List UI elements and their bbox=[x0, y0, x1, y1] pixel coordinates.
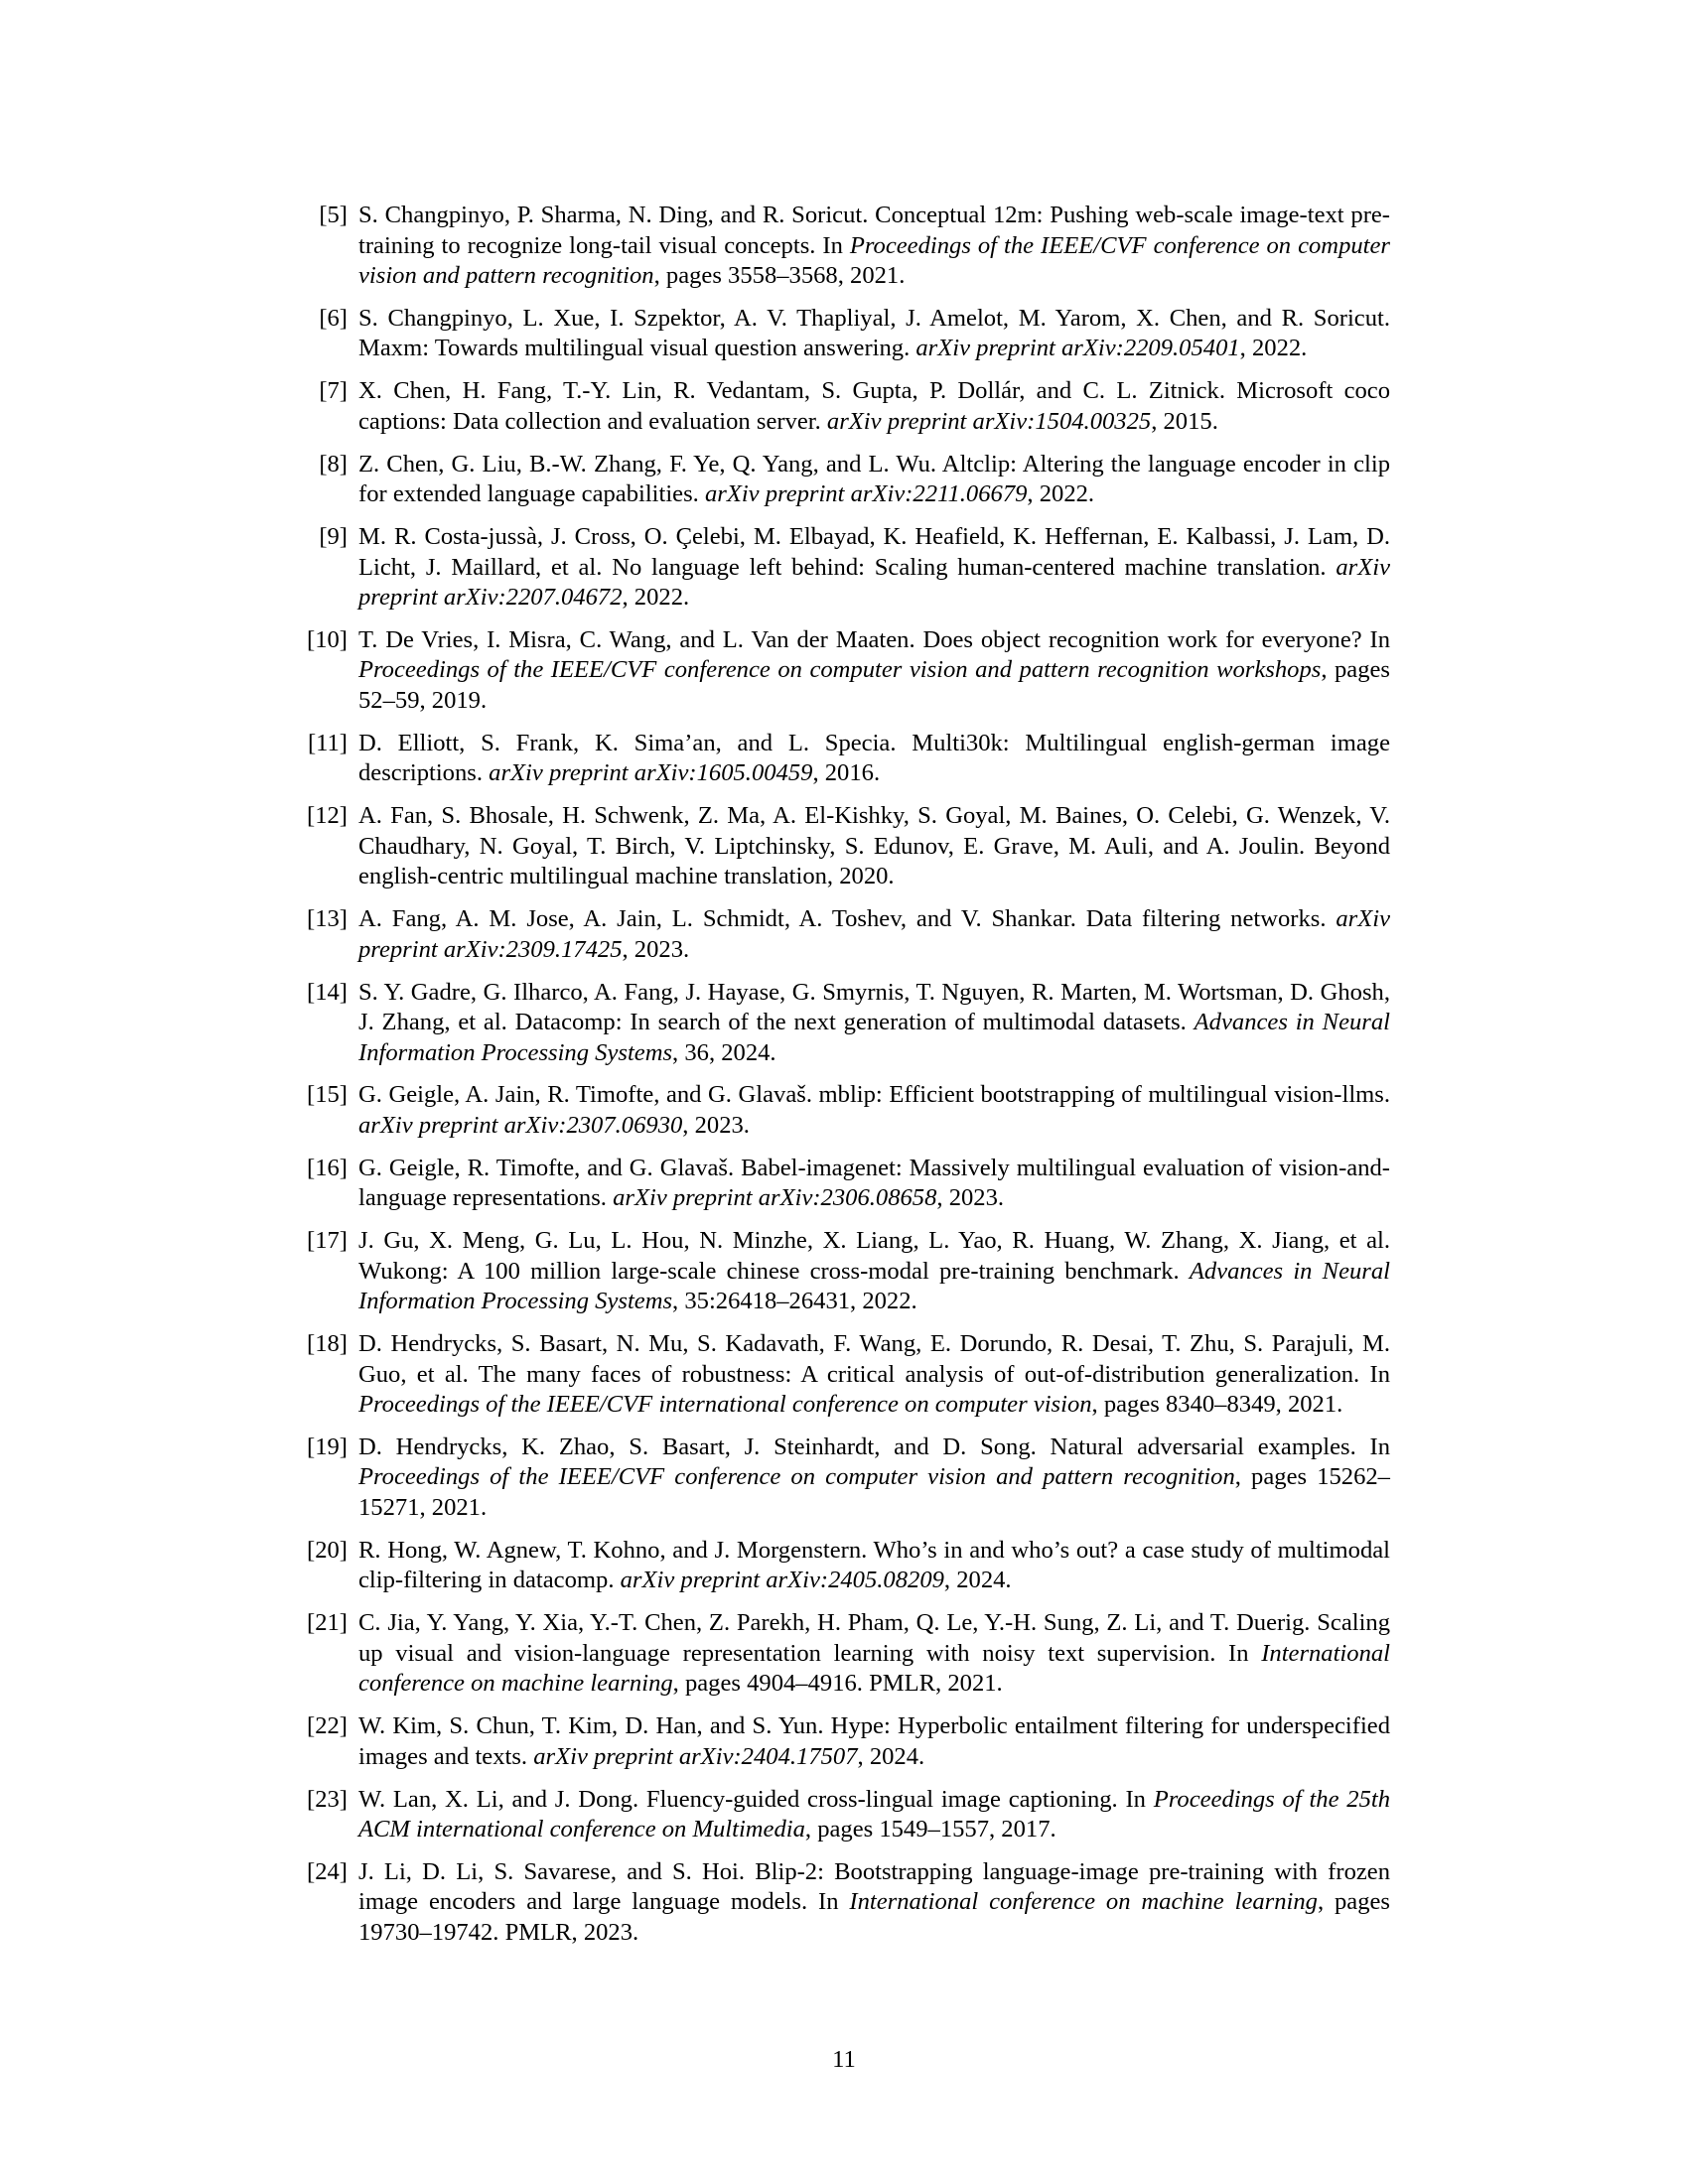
reference-entry bbox=[298, 304, 1390, 364]
reference-number: [12] bbox=[307, 802, 348, 830]
reference-text bbox=[358, 1609, 1390, 1697]
reference-segment: , pages 8340–8349, 2021. bbox=[1091, 1391, 1343, 1419]
reference-segment: , pages 19730–19742. PMLR, 2023. bbox=[358, 1888, 1390, 1946]
reference-number: [11] bbox=[307, 729, 348, 756]
reference-entry bbox=[298, 1226, 1390, 1317]
reference-text bbox=[358, 1155, 1390, 1212]
reference-segment: , 2016. bbox=[812, 759, 881, 787]
reference-venue: International conference on machine learning bbox=[358, 1639, 1390, 1698]
reference-number: [18] bbox=[307, 1330, 348, 1358]
reference-entry bbox=[298, 1711, 1390, 1772]
reference-venue: arXiv preprint arXiv:2207.04672 bbox=[358, 553, 1390, 612]
reference-number: [23] bbox=[307, 1785, 348, 1813]
reference-text bbox=[358, 202, 1390, 289]
reference-number: [20] bbox=[307, 1536, 348, 1564]
reference-venue: arXiv preprint arXiv:2405.08209 bbox=[620, 1567, 944, 1594]
reference-text bbox=[358, 451, 1390, 508]
reference-number: [15] bbox=[307, 1081, 348, 1109]
reference-segment: , pages 15262–15271, 2021. bbox=[358, 1463, 1390, 1521]
reference-segment: R. Hong, W. Agnew, T. Kohno, and J. Morgenstern. Who’s in and who’s out? a case study of multimodal clip-filtering in datacomp. bbox=[358, 1536, 1390, 1594]
reference-venue: Proceedings of the IEEE/CVF international conference on computer vision bbox=[358, 1391, 1092, 1419]
reference-number: [19] bbox=[307, 1433, 348, 1460]
reference-segment: , 36, 2024. bbox=[672, 1038, 776, 1066]
reference-text bbox=[358, 1537, 1390, 1594]
reference-segment: J. Li, D. Li, S. Savarese, and S. Hoi. Blip-2: Bootstrapping language-image pre-training with frozen image encoders and large language models. In bbox=[358, 1857, 1390, 1916]
reference-venue: Proceedings of the 25th ACM international conference on Multimedia bbox=[358, 1785, 1390, 1843]
reference-entry bbox=[298, 450, 1390, 510]
reference-list bbox=[298, 201, 1390, 1961]
reference-text bbox=[358, 626, 1390, 714]
reference-number: [13] bbox=[307, 905, 348, 933]
reference-segment: Z. Chen, G. Liu, B.-W. Zhang, F. Ye, Q. Yang, and L. Wu. Altclip: Altering the language encoder in clip for extended language capabilities. bbox=[358, 450, 1390, 508]
reference-segment: S. Y. Gadre, G. Ilharco, A. Fang, J. Hayase, G. Smyrnis, T. Nguyen, R. Marten, M. Wortsman, D. Ghosh, J. Zhang, et al. Datacomp: In search of the next generation of multimodal datasets. bbox=[358, 978, 1390, 1036]
reference-venue: International conference on machine learning bbox=[849, 1888, 1318, 1916]
reference-venue: Proceedings of the IEEE/CVF conference on computer vision and pattern recognition bbox=[358, 231, 1390, 289]
reference-segment: , 2023. bbox=[936, 1184, 1005, 1212]
reference-entry bbox=[298, 904, 1390, 965]
reference-venue: arXiv preprint arXiv:2307.06930 bbox=[358, 1111, 683, 1139]
reference-segment: , 2022. bbox=[1239, 335, 1308, 362]
reference-segment: , 2023. bbox=[682, 1111, 750, 1139]
page-number: 11 bbox=[832, 2046, 856, 2073]
reference-entry bbox=[298, 1329, 1390, 1421]
reference-segment: A. Fan, S. Bhosale, H. Schwenk, Z. Ma, A. El-Kishky, S. Goyal, M. Baines, O. Celebi, G. Wenzek, V. Chaudhary, N. Goyal, T. Birch, V. Liptchinsky, S. Edunov, E. Grave, M. Auli, and A. Joulin. Beyond english-centric multilingual machine translation, 2020. bbox=[358, 802, 1390, 890]
reference-entry bbox=[298, 1536, 1390, 1596]
reference-entry bbox=[298, 376, 1390, 437]
reference-venue: arXiv preprint arXiv:2306.08658 bbox=[613, 1184, 937, 1212]
reference-number: [6] bbox=[319, 304, 348, 332]
reference-number: [17] bbox=[307, 1227, 348, 1255]
reference-entry bbox=[298, 1608, 1390, 1700]
reference-text bbox=[358, 1227, 1390, 1314]
reference-entry bbox=[298, 522, 1390, 614]
reference-segment: D. Hendrycks, K. Zhao, S. Basart, J. Steinhardt, and D. Song. Natural adversarial examples. In bbox=[358, 1433, 1390, 1460]
reference-number: [5] bbox=[319, 202, 348, 228]
reference-venue: arXiv preprint arXiv:2404.17507 bbox=[533, 1742, 858, 1770]
reference-segment: D. Hendrycks, S. Basart, N. Mu, S. Kadavath, F. Wang, E. Dorundo, R. Desai, T. Zhu, S. Parajuli, M. Guo, et al. The many faces of robustness: A critical analysis of out-of-distribution generalization. In bbox=[358, 1330, 1390, 1388]
reference-segment: G. Geigle, A. Jain, R. Timofte, and G. Glavaš. mblip: Efficient bootstrapping of multilingual vision-llms. bbox=[358, 1081, 1390, 1109]
reference-venue: Advances in Neural Information Processing Systems bbox=[358, 1257, 1390, 1315]
reference-segment: , pages 4904–4916. PMLR, 2021. bbox=[672, 1670, 1003, 1698]
reference-number: [7] bbox=[319, 377, 348, 405]
reference-segment: W. Lan, X. Li, and J. Dong. Fluency-guided cross-lingual image captioning. In bbox=[358, 1785, 1154, 1813]
reference-segment: , 2022. bbox=[622, 584, 690, 612]
reference-number: [8] bbox=[319, 450, 348, 478]
reference-segment: W. Kim, S. Chun, T. Kim, D. Han, and S. Yun. Hype: Hyperbolic entailment filtering for underspecified images and texts. bbox=[358, 1712, 1390, 1770]
reference-segment: , pages 3558–3568, 2021. bbox=[653, 262, 906, 289]
reference-segment: C. Jia, Y. Yang, Y. Xia, Y.-T. Chen, Z. Parekh, H. Pham, Q. Le, Y.-H. Sung, Z. Li, and T. Duerig. Scaling up visual and vision-language representation learning with noisy text supervision. In bbox=[358, 1609, 1390, 1667]
reference-entry bbox=[298, 625, 1390, 717]
reference-segment: S. Changpinyo, L. Xue, I. Szpektor, A. V. Thapliyal, J. Amelot, M. Yarom, X. Chen, and R. Soricut. Maxm: Towards multilingual visual question answering. bbox=[358, 304, 1390, 362]
reference-number: [24] bbox=[307, 1857, 348, 1885]
reference-segment: , 2015. bbox=[1151, 407, 1218, 435]
reference-text bbox=[358, 1081, 1390, 1139]
reference-text bbox=[358, 1433, 1390, 1521]
reference-text bbox=[358, 1712, 1390, 1770]
reference-venue: arXiv preprint arXiv:1605.00459 bbox=[489, 759, 813, 787]
reference-number: [9] bbox=[319, 523, 348, 551]
reference-text bbox=[358, 730, 1390, 787]
reference-text bbox=[358, 979, 1390, 1066]
reference-segment: M. R. Costa-jussà, J. Cross, O. Çelebi, M. Elbayad, K. Heafield, K. Heffernan, E. Kalbassi, J. Lam, D. Licht, J. Maillard, et al. No language left behind: Scaling human-centered machine translation. bbox=[358, 523, 1390, 581]
reference-segment: D. Elliott, S. Frank, K. Sima’an, and L. Specia. Multi30k: Multilingual english-german image descriptions. bbox=[358, 729, 1390, 787]
reference-venue: Proceedings of the IEEE/CVF conference on computer vision and pattern recognition bbox=[358, 1463, 1235, 1491]
reference-segment: , 2022. bbox=[1027, 480, 1095, 508]
reference-segment: X. Chen, H. Fang, T.-Y. Lin, R. Vedantam, S. Gupta, P. Dollár, and C. L. Zitnick. Microsoft coco captions: Data collection and evaluation server. bbox=[358, 377, 1390, 435]
reference-text bbox=[358, 523, 1390, 611]
reference-venue: arXiv preprint arXiv:2209.05401 bbox=[915, 335, 1240, 362]
reference-entry bbox=[298, 1080, 1390, 1141]
reference-entry bbox=[298, 729, 1390, 789]
reference-segment: , pages 52–59, 2019. bbox=[358, 656, 1390, 714]
reference-entry bbox=[298, 801, 1390, 892]
reference-venue: arXiv preprint arXiv:2211.06679 bbox=[704, 480, 1028, 508]
reference-venue: arXiv preprint arXiv:2309.17425 bbox=[358, 905, 1390, 963]
reference-text bbox=[358, 1858, 1390, 1946]
reference-venue: Proceedings of the IEEE/CVF conference on computer vision and pattern recognition workshops bbox=[358, 656, 1322, 684]
reference-segment: , 35:26418–26431, 2022. bbox=[672, 1288, 917, 1315]
reference-number: [21] bbox=[307, 1609, 348, 1637]
reference-segment: T. De Vries, I. Misra, C. Wang, and L. Van der Maaten. Does object recognition work for everyone? In bbox=[358, 625, 1390, 653]
reference-text bbox=[358, 1786, 1390, 1843]
reference-entry bbox=[298, 1433, 1390, 1524]
reference-number: [14] bbox=[307, 978, 348, 1006]
reference-text bbox=[358, 1330, 1390, 1418]
reference-number: [16] bbox=[307, 1154, 348, 1181]
reference-segment: , 2023. bbox=[622, 935, 690, 963]
reference-segment: S. Changpinyo, P. Sharma, N. Ding, and R. Soricut. Conceptual 12m: Pushing web-scale image-text pre-training to recognize long-tail visual concepts. In bbox=[358, 202, 1390, 259]
reference-number: [10] bbox=[307, 625, 348, 653]
reference-text bbox=[358, 802, 1390, 889]
reference-entry bbox=[298, 1154, 1390, 1214]
reference-text bbox=[358, 305, 1390, 362]
reference-text bbox=[358, 377, 1390, 435]
reference-segment: G. Geigle, R. Timofte, and G. Glavaš. Babel-imagenet: Massively multilingual evaluation of vision-and-language representations. bbox=[358, 1154, 1390, 1212]
reference-segment: , 2024. bbox=[857, 1742, 925, 1770]
reference-segment: , 2024. bbox=[943, 1567, 1012, 1594]
reference-number: [22] bbox=[307, 1712, 348, 1740]
reference-entry bbox=[298, 1785, 1390, 1845]
reference-entry bbox=[298, 1857, 1390, 1949]
reference-venue: Advances in Neural Information Processing Systems bbox=[358, 1009, 1390, 1066]
reference-entry bbox=[298, 978, 1390, 1069]
reference-entry bbox=[298, 201, 1390, 292]
reference-segment: A. Fang, A. M. Jose, A. Jain, L. Schmidt, A. Toshev, and V. Shankar. Data filtering networks. bbox=[358, 905, 1336, 933]
reference-text bbox=[358, 905, 1390, 963]
reference-segment: J. Gu, X. Meng, G. Lu, L. Hou, N. Minzhe, X. Liang, L. Yao, R. Huang, W. Zhang, X. Jiang, et al. Wukong: A 100 million large-scale chinese cross-modal pre-training benchmark. bbox=[358, 1227, 1390, 1285]
reference-venue: arXiv preprint arXiv:1504.00325 bbox=[826, 407, 1152, 435]
reference-segment: , pages 1549–1557, 2017. bbox=[804, 1816, 1056, 1843]
